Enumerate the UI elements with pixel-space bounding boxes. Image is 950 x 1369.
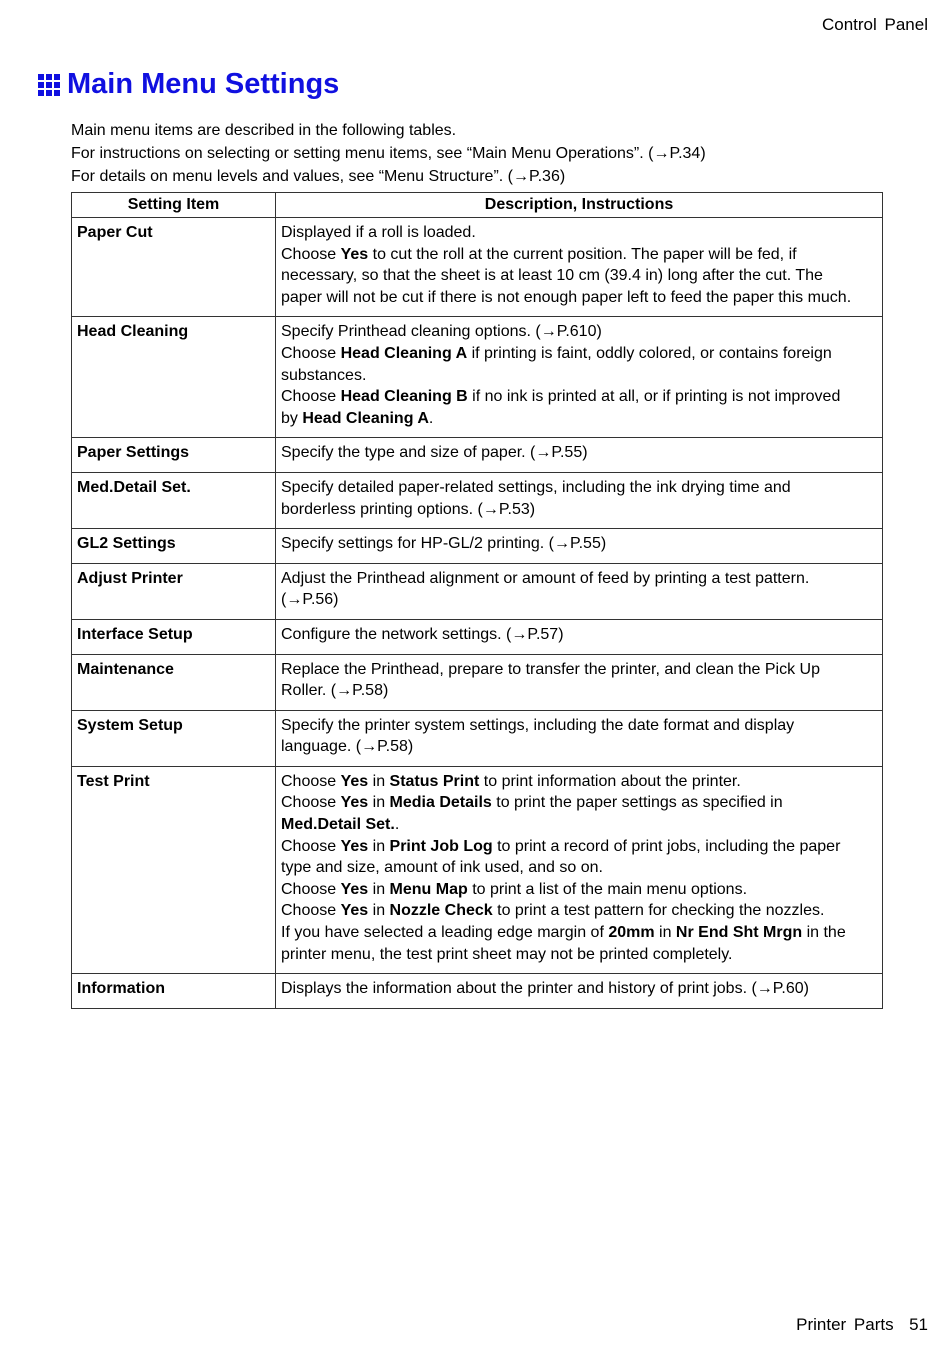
table-row <box>72 218 883 317</box>
description-line <box>281 477 877 499</box>
emphasized-term: Med.Detail Set. <box>281 816 395 834</box>
page-title-text: Main Menu Settings <box>67 68 340 100</box>
setting-description <box>276 766 883 973</box>
column-header-setting-item: Setting Item <box>72 193 276 218</box>
text-segment: to print information about the printer. <box>479 772 741 790</box>
description-line <box>281 680 877 702</box>
table-row <box>72 710 883 766</box>
text-segment: paper will not be cut if there is not enough paper left to feed the paper this much. <box>281 288 852 306</box>
emphasized-term: Head Cleaning A <box>340 344 468 362</box>
description-line <box>281 836 877 858</box>
text-segment: Adjust the Printhead alignment or amount of feed by printing a test pattern. <box>281 569 810 587</box>
description-line <box>281 222 877 244</box>
description-line <box>281 792 877 814</box>
setting-item: Head Cleaning <box>72 317 276 438</box>
emphasized-term: Head Cleaning A <box>302 409 429 427</box>
text-segment: to print the paper settings as specified in <box>491 794 783 812</box>
table-row <box>72 974 883 1009</box>
emphasized-term: Yes <box>340 880 369 898</box>
description-line <box>281 922 877 944</box>
description-line <box>281 499 877 521</box>
table-row <box>72 563 883 619</box>
text-segment: (→P.56) <box>281 591 339 609</box>
description-line <box>281 857 877 879</box>
text-segment: Displays the information about the printer and history of print jobs. (→P.60) <box>281 980 809 998</box>
emphasized-term: Yes <box>340 837 369 855</box>
page-title <box>38 68 339 101</box>
text-segment: Specify detailed paper-related settings, including the ink drying time and <box>281 478 791 496</box>
description-line <box>281 343 877 365</box>
table-header-row <box>72 193 883 218</box>
intro-line: For instructions on selecting or setting menu items, see “Main Menu Operations”. (→P.34) <box>71 145 706 162</box>
table-row <box>72 317 883 438</box>
text-segment: in the <box>802 924 846 942</box>
text-segment: Roller. (→P.58) <box>281 682 389 700</box>
text-segment: in <box>368 794 390 812</box>
setting-description <box>276 472 883 528</box>
description-line <box>281 715 877 737</box>
intro-line: For details on menu levels and values, see “Menu Structure”. (→P.36) <box>71 168 566 185</box>
description-line <box>281 736 877 758</box>
text-segment: . <box>428 409 434 427</box>
text-segment: to print a record of print jobs, including the paper <box>492 837 841 855</box>
text-segment: Specify the printer system settings, including the date format and display <box>281 716 795 734</box>
emphasized-term: Yes <box>340 794 369 812</box>
description-line <box>281 408 877 430</box>
table-row <box>72 529 883 564</box>
setting-description <box>276 438 883 473</box>
description-line <box>281 771 877 793</box>
description-line <box>281 442 877 464</box>
table-row <box>72 619 883 654</box>
text-segment: Choose <box>281 344 341 362</box>
emphasized-term: Menu Map <box>389 880 468 898</box>
setting-item: Interface Setup <box>72 619 276 654</box>
description-line <box>281 944 877 966</box>
table-row <box>72 438 883 473</box>
text-segment: printer menu, the test print sheet may not be printed completely. <box>281 945 733 963</box>
text-segment: in <box>654 924 676 942</box>
text-segment: in <box>368 880 390 898</box>
text-segment: Specify settings for HP-GL/2 printing. (→P.55) <box>281 535 607 553</box>
text-segment: Configure the network settings. (→P.57) <box>281 625 564 643</box>
text-segment: Specify the type and size of paper. (→P.55) <box>281 444 588 462</box>
text-segment: if no ink is printed at all, or if printing is not improved <box>467 388 841 406</box>
description-line <box>281 978 877 1000</box>
text-segment: Choose <box>281 794 341 812</box>
setting-item: Test Print <box>72 766 276 973</box>
description-line <box>281 624 877 646</box>
setting-description <box>276 974 883 1009</box>
text-segment: necessary, so that the sheet is at least 10 cm (39.4 in) long after the cut. The <box>281 267 823 285</box>
emphasized-term: 20mm <box>608 924 655 942</box>
text-segment: in <box>368 772 390 790</box>
emphasized-term: Yes <box>340 245 369 263</box>
emphasized-term: Status Print <box>389 772 480 790</box>
text-segment: Choose <box>281 880 341 898</box>
emphasized-term: Yes <box>340 772 369 790</box>
text-segment: . <box>394 816 400 834</box>
setting-item: Maintenance <box>72 654 276 710</box>
emphasized-term: Nr End Sht Mrgn <box>675 924 803 942</box>
text-segment: Choose <box>281 245 341 263</box>
main-menu-settings-table <box>71 192 883 1009</box>
text-segment: to print a list of the main menu options. <box>467 880 748 898</box>
text-segment: language. (→P.58) <box>281 738 414 756</box>
emphasized-term: Yes <box>340 902 369 920</box>
text-segment: Displayed if a roll is loaded. <box>281 224 476 241</box>
intro-line: Main menu items are described in the following tables. <box>71 122 457 139</box>
text-segment: Specify Printhead cleaning options. (→P.610) <box>281 323 602 341</box>
description-line <box>281 568 877 590</box>
text-segment: Choose <box>281 902 341 920</box>
setting-description <box>276 710 883 766</box>
text-segment: Choose <box>281 388 341 406</box>
text-segment: in <box>368 902 390 920</box>
description-line <box>281 900 877 922</box>
text-segment: substances. <box>281 366 367 384</box>
intro-text <box>71 119 706 188</box>
setting-description <box>276 563 883 619</box>
table-row <box>72 766 883 973</box>
text-segment: If you have selected a leading edge margin of <box>281 924 609 942</box>
column-header-description: Description, Instructions <box>276 193 883 218</box>
grid-bullet-icon <box>38 74 60 96</box>
setting-item: Paper Cut <box>72 218 276 317</box>
setting-description <box>276 529 883 564</box>
setting-item: Paper Settings <box>72 438 276 473</box>
text-segment: by <box>281 409 303 427</box>
text-segment: to cut the roll at the current position. The paper will be fed, if <box>368 245 797 263</box>
setting-item: System Setup <box>72 710 276 766</box>
emphasized-term: Head Cleaning B <box>340 388 468 406</box>
text-segment: Replace the Printhead, prepare to transfer the printer, and clean the Pick Up <box>281 660 820 678</box>
running-header: Control Panel <box>821 15 928 34</box>
text-segment: Choose <box>281 772 341 790</box>
setting-description <box>276 619 883 654</box>
emphasized-term: Print Job Log <box>389 837 493 855</box>
page-number: 51 <box>909 1315 928 1334</box>
setting-description <box>276 218 883 317</box>
description-line <box>281 814 877 836</box>
description-line <box>281 589 877 611</box>
text-segment: to print a test pattern for checking the nozzles. <box>492 902 825 920</box>
description-line <box>281 287 877 309</box>
setting-item: GL2 Settings <box>72 529 276 564</box>
setting-item: Information <box>72 974 276 1009</box>
setting-description <box>276 654 883 710</box>
description-line <box>281 533 877 555</box>
footer-section: Printer Parts <box>796 1315 894 1334</box>
setting-item: Adjust Printer <box>72 563 276 619</box>
setting-item: Med.Detail Set. <box>72 472 276 528</box>
emphasized-term: Media Details <box>389 794 492 812</box>
running-footer <box>796 1315 928 1335</box>
description-line <box>281 265 877 287</box>
emphasized-term: Nozzle Check <box>389 902 493 920</box>
table-row <box>72 472 883 528</box>
table-row <box>72 654 883 710</box>
text-segment: borderless printing options. (→P.53) <box>281 500 536 518</box>
text-segment: if printing is faint, oddly colored, or contains foreign <box>467 344 832 362</box>
setting-description <box>276 317 883 438</box>
description-line <box>281 386 877 408</box>
text-segment: type and size, amount of ink used, and so on. <box>281 859 603 877</box>
description-line <box>281 321 877 343</box>
description-line <box>281 659 877 681</box>
description-line <box>281 244 877 266</box>
description-line <box>281 879 877 901</box>
description-line <box>281 365 877 387</box>
text-segment: Choose <box>281 837 341 855</box>
text-segment: in <box>368 837 390 855</box>
